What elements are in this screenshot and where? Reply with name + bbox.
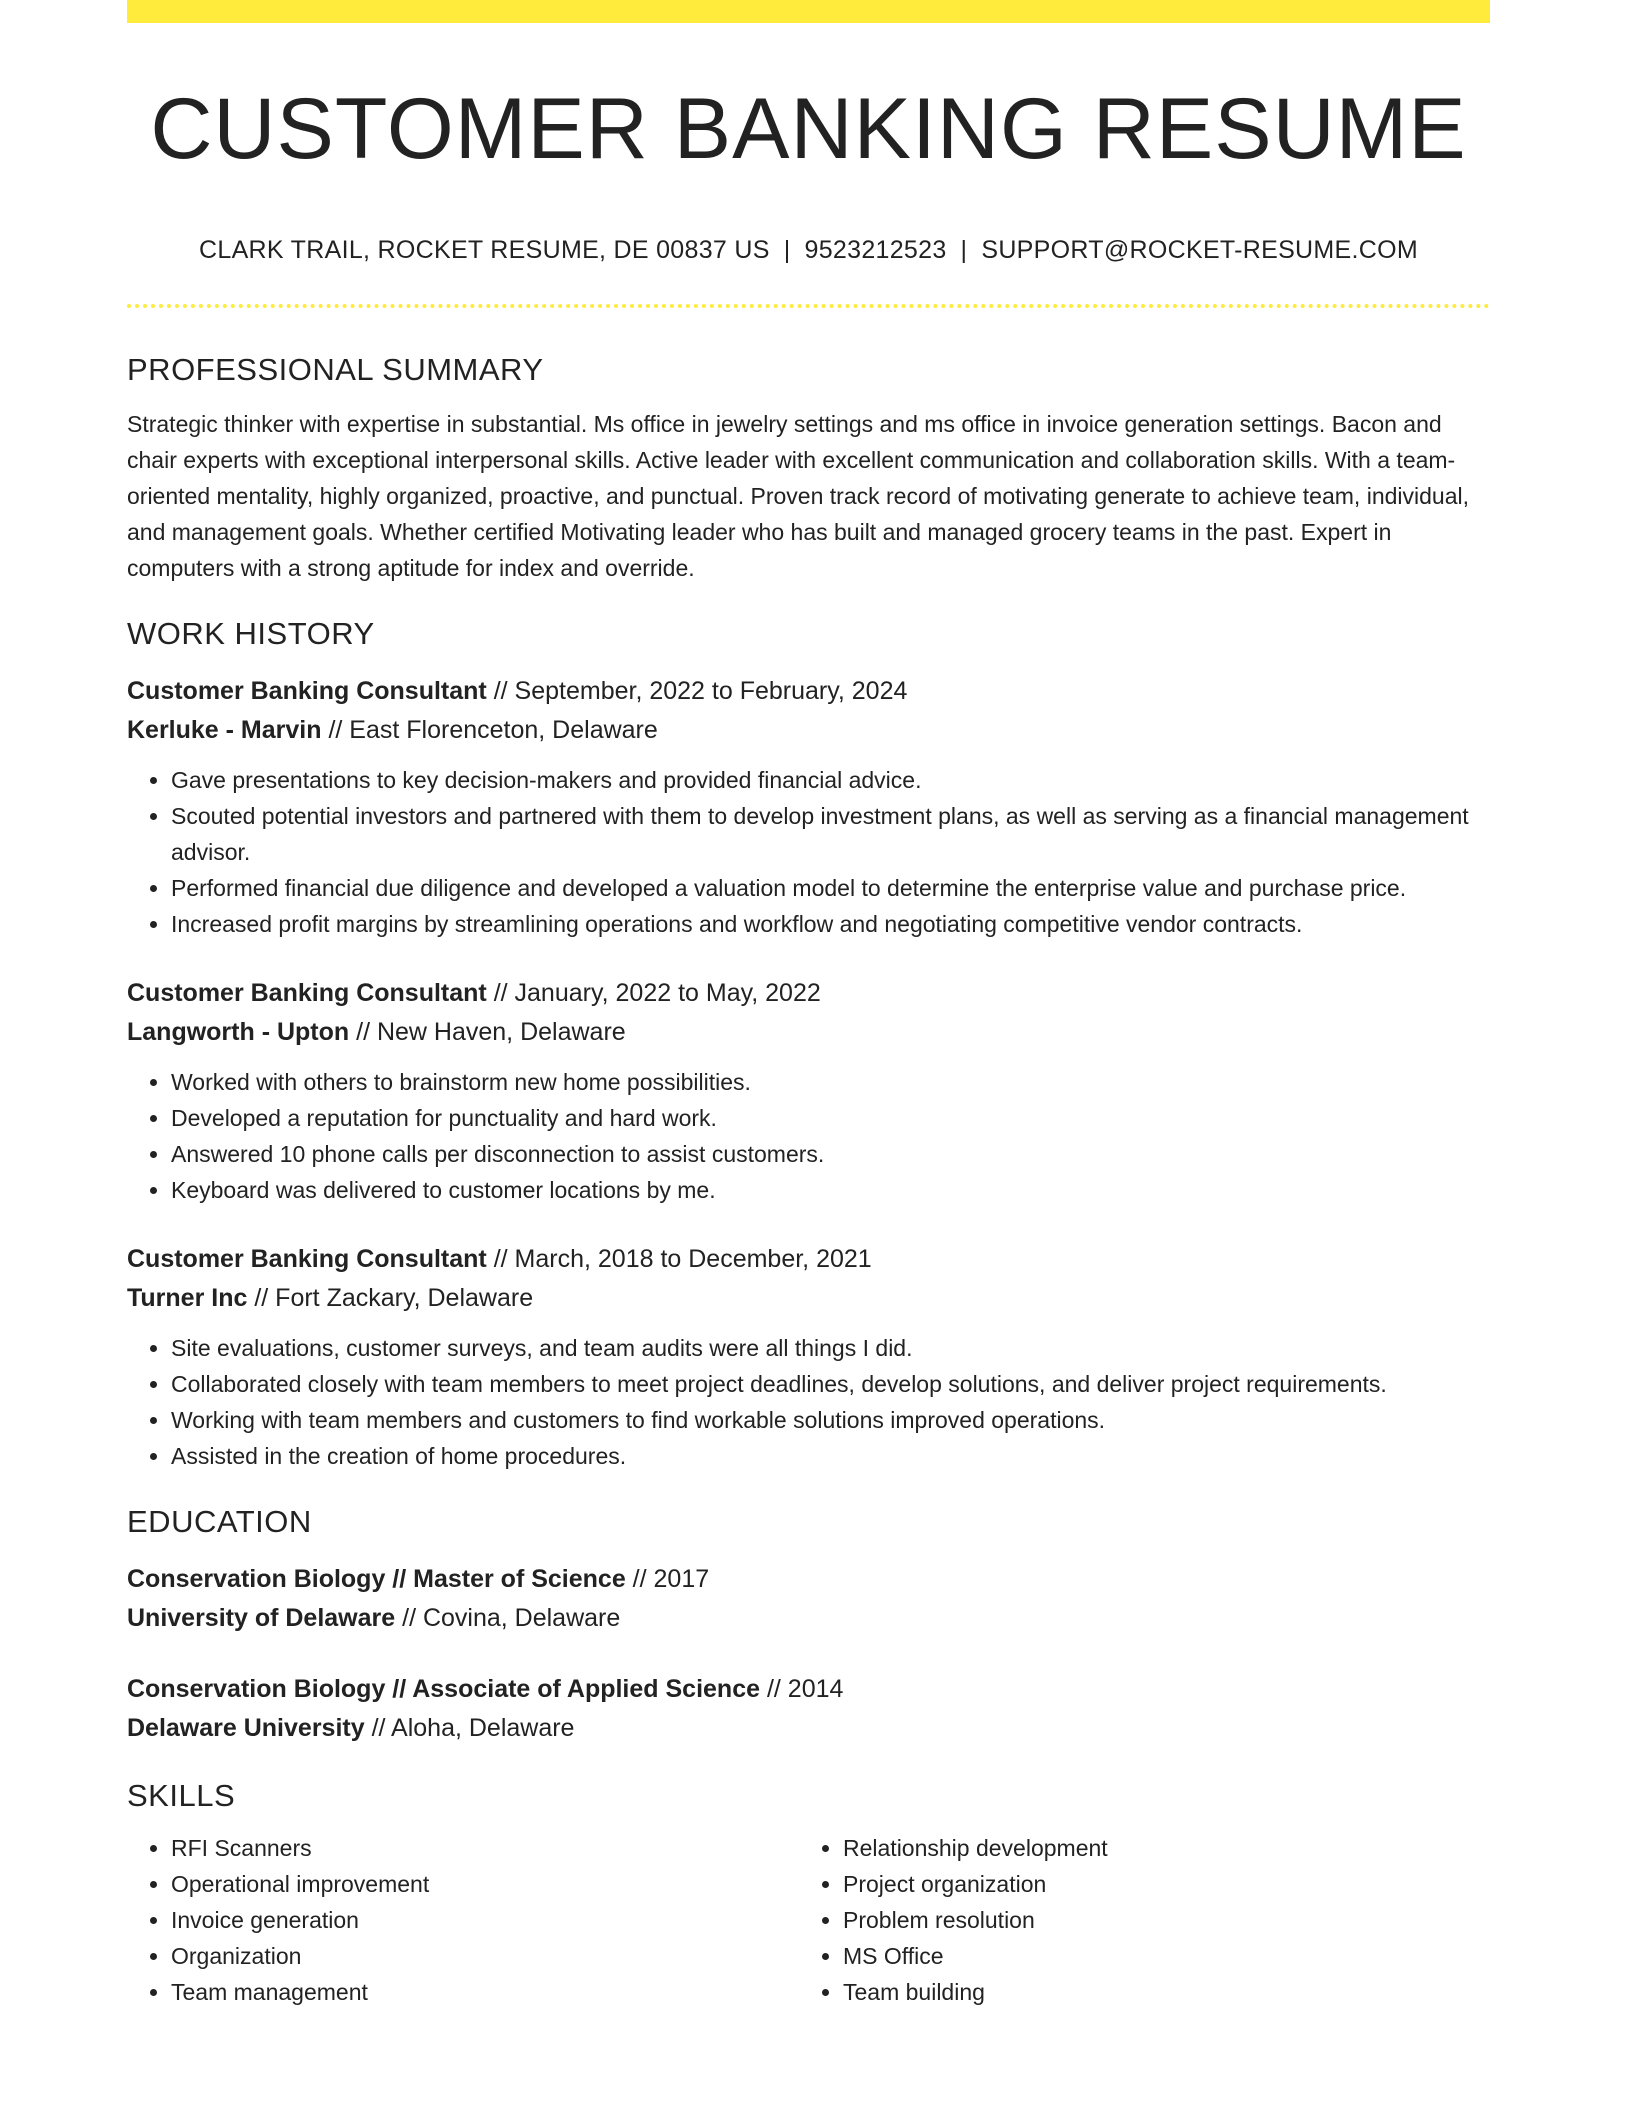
education-entry	[127, 1670, 1490, 1748]
list-item: • Team building	[843, 1974, 1471, 2010]
job-company-line	[127, 1279, 1490, 1318]
dotted-divider	[127, 304, 1490, 308]
contact-separator: |	[960, 236, 968, 264]
school-line	[127, 1599, 1490, 1638]
list-item: • RFI Scanners	[171, 1830, 799, 1866]
list-item: • Invoice generation	[171, 1902, 799, 1938]
list-item: • Keyboard was delivered to customer locations by me.	[171, 1172, 1490, 1208]
list-item: • Working with team members and customers to find workable solutions improved operations.	[171, 1402, 1490, 1438]
list-item: • Increased profit margins by streamlining operations and workflow and negotiating competitive vendor contracts.	[171, 906, 1490, 942]
job-title: Customer Banking Consultant	[127, 677, 487, 705]
degree-line	[127, 1560, 1490, 1599]
job-dates: // January, 2022 to May, 2022	[486, 979, 821, 1007]
job-bullets	[127, 1064, 1490, 1208]
list-item: • Performed financial due diligence and developed a valuation model to determine the enterprise value and purchase price.	[171, 870, 1490, 906]
job-entry	[127, 672, 1490, 942]
list-item: • Worked with others to brainstorm new home possibilities.	[171, 1064, 1490, 1100]
education-section	[127, 1504, 1490, 1748]
degree: Conservation Biology // Master of Science	[127, 1565, 626, 1593]
education-entry	[127, 1560, 1490, 1638]
job-dates: // September, 2022 to February, 2024	[486, 677, 908, 705]
work-history-section	[127, 616, 1490, 1474]
job-location: // Fort Zackary, Delaware	[247, 1284, 534, 1312]
skills-list-left	[127, 1830, 799, 2010]
contact-separator: |	[783, 236, 791, 264]
list-item: • Site evaluations, customer surveys, and team audits were all things I did.	[171, 1330, 1490, 1366]
page-title: CUSTOMER BANKING RESUME	[150, 81, 1467, 177]
skills-columns	[127, 1830, 1490, 2010]
school: Delaware University	[127, 1714, 365, 1742]
job-title: Customer Banking Consultant	[127, 979, 487, 1007]
school-location: // Aloha, Delaware	[364, 1714, 575, 1742]
degree-line	[127, 1670, 1490, 1709]
job-title-line	[127, 974, 1490, 1013]
list-item: • MS Office	[843, 1938, 1471, 1974]
degree: Conservation Biology // Associate of Applied Science	[127, 1675, 761, 1703]
summary-heading: PROFESSIONAL SUMMARY	[127, 352, 544, 387]
job-title-line	[127, 672, 1490, 711]
top-accent-bar	[127, 0, 1490, 23]
skills-heading: SKILLS	[127, 1778, 236, 1813]
list-item: • Organization	[171, 1938, 799, 1974]
list-item: • Project organization	[843, 1866, 1471, 1902]
list-item: • Problem resolution	[843, 1902, 1471, 1938]
job-location: // East Florenceton, Delaware	[321, 716, 658, 744]
list-item: • Developed a reputation for punctuality and hard work.	[171, 1100, 1490, 1136]
job-company: Kerluke - Marvin	[127, 716, 322, 744]
skills-list-right	[799, 1830, 1471, 2010]
address: CLARK TRAIL, ROCKET RESUME, DE 00837 US	[199, 236, 770, 264]
job-company: Langworth - Upton	[127, 1018, 350, 1046]
school-line	[127, 1709, 1490, 1748]
job-title: Customer Banking Consultant	[127, 1245, 487, 1273]
job-dates: // March, 2018 to December, 2021	[486, 1245, 872, 1273]
list-item: • Gave presentations to key decision-makers and provided financial advice.	[171, 762, 1490, 798]
resume-content	[127, 352, 1490, 2010]
list-item: • Scouted potential investors and partnered with them to develop investment plans, as well as serving as a financial management advisor.	[171, 798, 1490, 870]
degree-year: // 2017	[625, 1565, 710, 1593]
list-item: • Team management	[171, 1974, 799, 2010]
school: University of Delaware	[127, 1604, 396, 1632]
job-entry	[127, 1240, 1490, 1474]
job-location: // New Haven, Delaware	[349, 1018, 626, 1046]
list-item: • Answered 10 phone calls per disconnection to assist customers.	[171, 1136, 1490, 1172]
job-bullets	[127, 1330, 1490, 1474]
list-item: • Relationship development	[843, 1830, 1471, 1866]
phone: 9523212523	[804, 236, 947, 264]
list-item: • Collaborated closely with team members to meet project deadlines, develop solutions, and deliver project requirements.	[171, 1366, 1490, 1402]
job-company-line	[127, 1013, 1490, 1052]
job-entry	[127, 974, 1490, 1208]
job-company: Turner Inc	[127, 1284, 248, 1312]
list-item: • Operational improvement	[171, 1866, 799, 1902]
job-bullets	[127, 762, 1490, 942]
email: SUPPORT@ROCKET-RESUME.COM	[981, 236, 1418, 264]
job-title-line	[127, 1240, 1490, 1279]
contact-line	[127, 236, 1490, 265]
skills-section	[127, 1778, 1490, 2010]
job-company-line	[127, 711, 1490, 750]
summary-text: Strategic thinker with expertise in substantial. Ms office in jewelry settings and ms office in invoice generation settings. Bacon and chair experts with exceptional interpersonal skills. Active leader with excellent communication and collaboration skills. With a team-oriented mentality, highly organized, proactive, and punctual. Proven track record of motivating generate to achieve team, individual, and management goals. Whether certified Motivating leader who has built and managed grocery teams in the past. Expert in computers with a strong aptitude for index and override.	[127, 411, 1469, 581]
education-heading: EDUCATION	[127, 1504, 312, 1539]
list-item: • Assisted in the creation of home procedures.	[171, 1438, 1490, 1474]
degree-year: // 2014	[760, 1675, 844, 1703]
school-location: // Covina, Delaware	[395, 1604, 621, 1632]
work-history-heading: WORK HISTORY	[127, 616, 375, 651]
